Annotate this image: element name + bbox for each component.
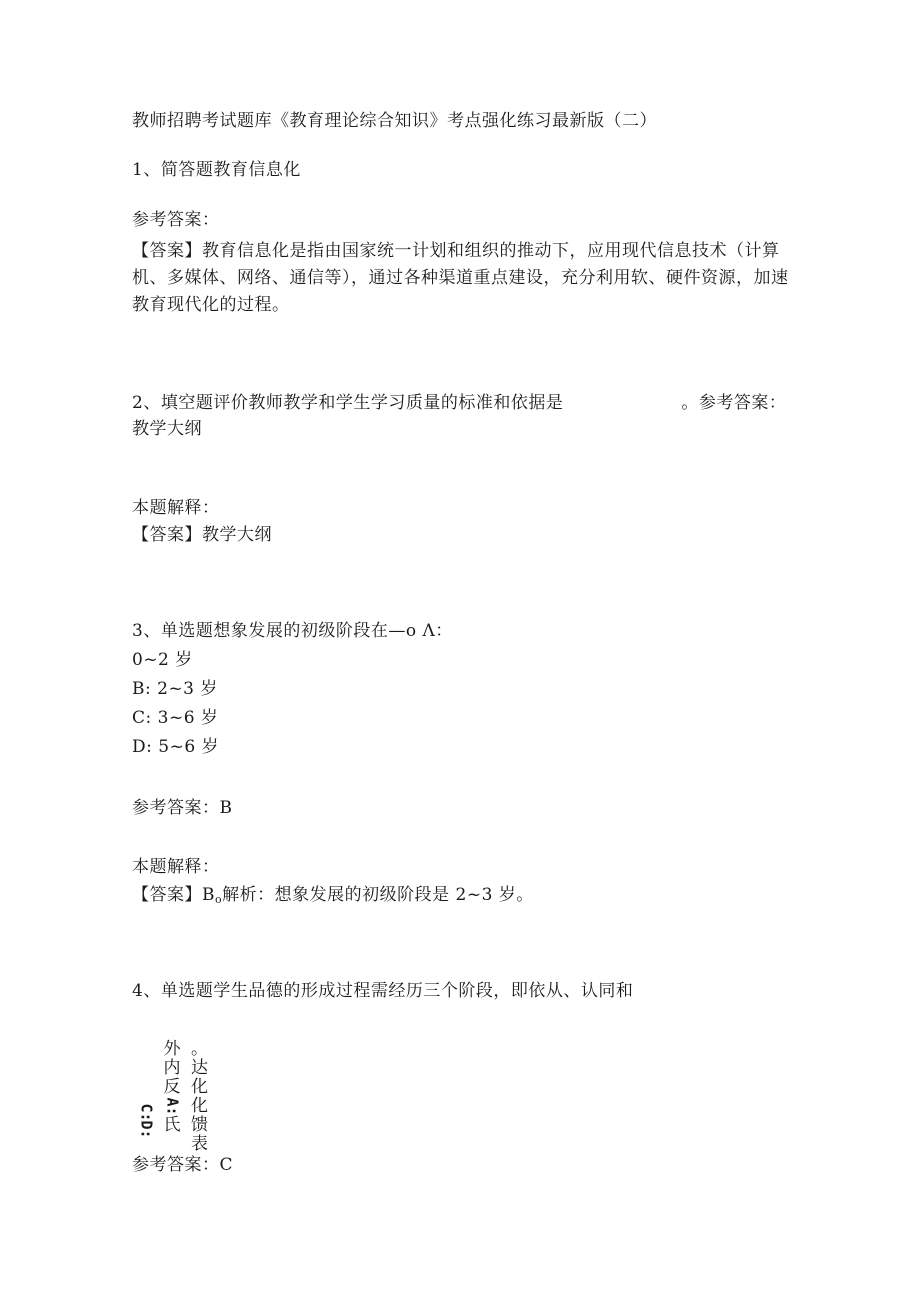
question-3-explanation-label: 本题解释：	[132, 857, 220, 877]
question-4-options-column-a	[163, 1040, 181, 1135]
question-3-option-a: 0~2 岁	[132, 650, 193, 670]
col-b-char: 表	[191, 1134, 208, 1154]
col-c-rotated-label: D:	[137, 1120, 156, 1139]
question-4: 4、单选题学生品德的形成过程需经历三个阶段，即依从、认同和	[132, 981, 634, 1001]
question-3-option-d: D: 5~6 岁	[132, 737, 220, 757]
question-1-answer: 【答案】教育信息化是指由国家统一计划和组织的推动下，应用现代信息技术（计算机、多媒体、网络、通信等），通过各种渠道重点建设，充分利用软、硬件资源，加速教育现代化的过程。	[132, 241, 789, 315]
col-a-char: 氏	[163, 1115, 181, 1135]
question-3-answer	[132, 884, 534, 911]
question-3-reference: 参考答案：B	[132, 798, 233, 818]
question-3-answer-prefix: 【答案】B	[132, 885, 215, 905]
col-a-char: 内	[163, 1058, 181, 1078]
question-3: 3、单选题想象发展的初级阶段在—o Λ：	[132, 621, 453, 641]
col-c-rotated-label: C:	[137, 1103, 156, 1122]
question-3-answer-sub: o	[215, 893, 223, 906]
question-2-answer: 【答案】教学大纲	[132, 525, 272, 545]
col-b-char: 。	[191, 1039, 208, 1059]
col-a-rotated-label: A:	[163, 1097, 182, 1116]
question-1-reference-label: 参考答案：	[132, 210, 220, 230]
question-4-options-column-b	[191, 1040, 208, 1154]
question-3-answer-rest: 解析：想象发展的初级阶段是 2~3 岁。	[222, 885, 534, 905]
question-2	[132, 390, 792, 442]
col-a-char: 外	[163, 1039, 181, 1059]
col-b-char: 达	[191, 1058, 208, 1078]
col-a-char: 反	[163, 1077, 181, 1097]
question-4-reference: 参考答案：C	[132, 1155, 234, 1175]
document-title: 教师招聘考试题库《教育理论综合知识》考点强化练习最新版（二）	[132, 111, 657, 131]
col-b-char: 化	[191, 1077, 208, 1097]
question-1: 1、简答题教育信息化	[132, 160, 301, 180]
col-b-char: 馈	[191, 1115, 208, 1135]
question-2-answer-inline: 。参考答案：教学大纲	[132, 393, 787, 439]
question-2-explanation-label: 本题解释：	[132, 498, 220, 518]
question-3-option-c: C: 3~6 岁	[132, 708, 219, 728]
question-3-option-b: B: 2~3 岁	[132, 679, 218, 699]
col-b-char: 化	[191, 1096, 208, 1116]
question-4-options-column-c	[137, 1104, 155, 1138]
question-2-text: 2、填空题评价教师教学和学生学习质量的标准和依据是	[132, 393, 564, 413]
